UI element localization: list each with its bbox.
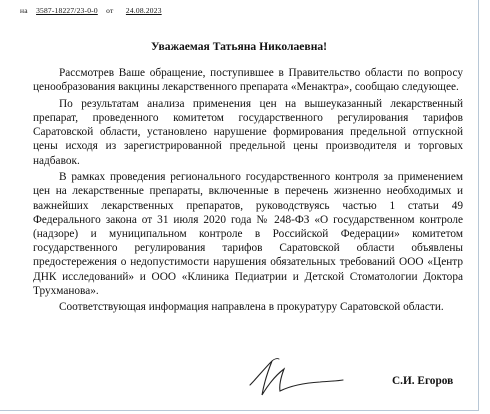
letter-body	[33, 66, 463, 317]
handwritten-signature	[246, 355, 346, 403]
greeting: Уважаемая Татьяна Николаевна!	[150, 40, 328, 53]
ref-middle: от	[106, 6, 114, 15]
reference-line	[20, 6, 162, 15]
ref-date: 24.08.2023	[125, 6, 162, 15]
paragraph: По результатам анализа применения цен на вышеуказанный лекарственный препарат, проведенного комитетом государственного регулирования тарифов Саратовской области, установлено нарушение формирования предельной отпускной цены исходя из зарегистрированной предельной цены производителя и торговых надбавок.	[33, 97, 463, 167]
paragraph: В рамках проведения регионального государственного контроля за применением цен на лекарственные препараты, включенные в перечень жизненно необходимых и важнейших лекарственных препаратов, руководствуясь частью 1 статьи 49 Федерального закона от 31 июля 2020 года № 248-ФЗ «О государственном контроле (надзоре) и муниципальном контроле в Российской Федерации» комитетом государственного регулирования тарифов Саратовской области объявлены предостережения о недопустимости нарушения обязательных требований ООО «Центр ДНК исследований» и ООО «Клиника Педиатрии и Детской Стоматологии Доктора Трухманова».	[33, 171, 463, 297]
paragraph: Соответствующая информация направлена в прокуратуру Саратовской области.	[59, 301, 444, 314]
ref-prefix: на	[20, 6, 28, 15]
signatory-name: С.И. Егоров	[392, 375, 454, 387]
paragraph: Рассмотрев Ваше обращение, поступившее в Правительство области по вопросу ценообразования вакцины лекарственного препарата «Менактра», сообщаю следующее.	[33, 67, 463, 94]
ref-number: 3587-18227/23-0-0	[36, 6, 98, 15]
